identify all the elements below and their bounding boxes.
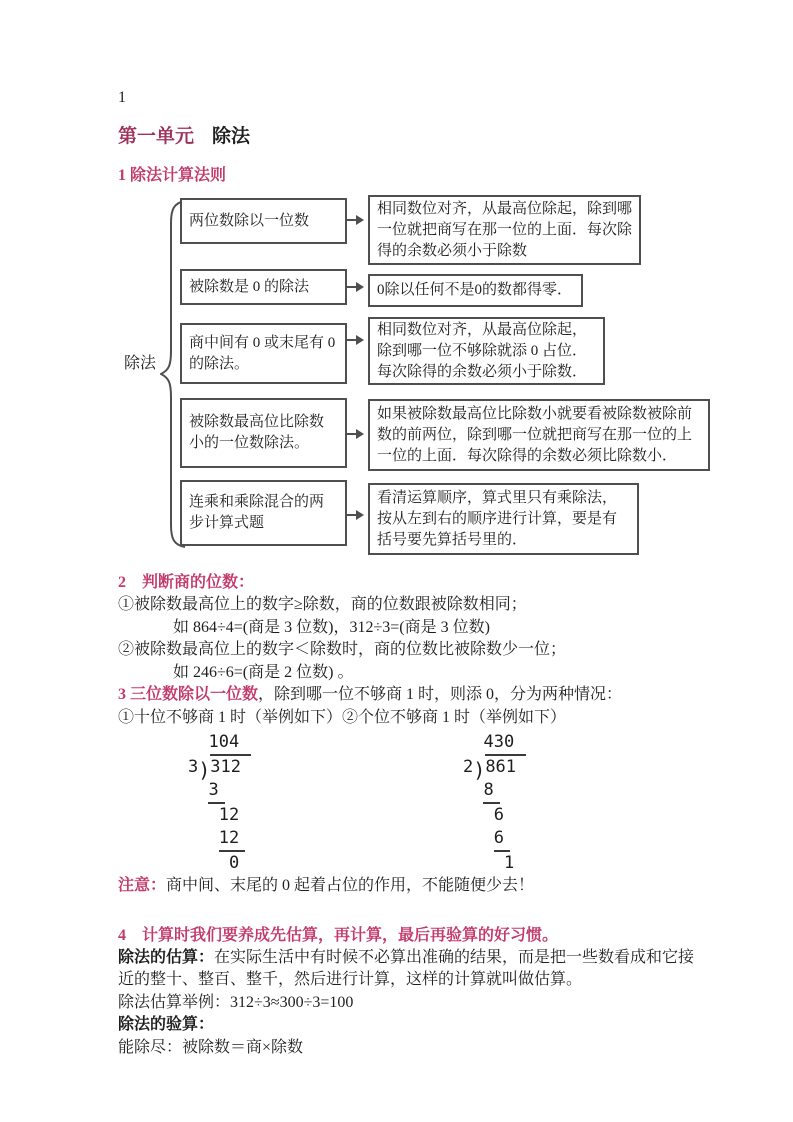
long-division-example-2 [463,731,526,875]
division-step: 8 [483,779,526,804]
section-3-heading-line [118,684,703,707]
section-3-heading: 3 三位数除以一位数 [118,686,259,703]
unit-title [118,124,703,150]
estimation-label: 除法的估算： [118,948,215,966]
unit-title-topic: 除法 [212,126,251,147]
flowchart-right-box-2 [368,274,583,307]
dividend: 861 [485,754,526,779]
divisor: 2 [463,757,474,777]
flowchart-right-text-1: 相同数位对齐，从最高位除起，除到哪一位就把商写在那一位的上面．每次除得的余数必须小于除数 [377,200,633,259]
division-remainder: 1 [503,853,515,873]
flowchart-left-label-1: 两位数除以一位数 [189,212,310,229]
check-line: 能除尽：被除数＝商×除数 [118,1038,304,1056]
section-2-heading: 2 判断商的位数： [118,574,255,591]
unit-title-number: 第一单元 [118,126,195,147]
note-line [118,875,703,898]
division-bracket-icon: ) [473,758,486,782]
section-3-heading-rest: ，除到哪一位不够商 1 时，则添 0，分为两种情况： [258,686,623,703]
flowchart-left-box-5 [180,480,347,546]
flowchart-left-box-3 [180,323,347,384]
flowchart-right-box-4 [368,399,710,471]
flowchart-root-label: 除法 [124,355,157,372]
right-arrow-icon [347,433,361,435]
section-2-example-2: 如 246÷6=(商是 2 位数) 。 [173,663,354,681]
division-step: 3 [208,779,251,804]
page-number: 1 [118,89,126,106]
right-arrow-icon [347,219,361,221]
right-arrow-icon [347,514,361,516]
estimation-example: 除法估算举例：312÷3≈300÷3=100 [118,993,354,1011]
long-division-example-1 [188,731,251,875]
note-text: 商中间、末尾的 0 起着占位的作用，不能随便少去！ [166,877,535,894]
dividend: 312 [210,754,251,779]
estimation-text: 在实际生活中有时候不必算出准确的结果，而是把一些数看成和它接近的整十、整百、整千，然后进行计算，这样的计算就叫做估算。 [118,948,695,988]
right-arrow-icon [347,286,361,288]
note-label: 注意： [118,877,167,894]
quotient: 104 [208,732,240,752]
division-rules-flowchart [118,193,710,563]
division-step: 6 [494,827,526,852]
section-1-heading: 1 除法计算法则 [118,167,227,184]
right-arrow-icon [347,339,361,341]
estimation-paragraph [118,947,703,992]
division-step: 6 [493,805,504,825]
flowchart-right-text-4: 如果被除数最高位比除数小就要看被除数被除前数的前两位，除到哪一位就把商写在那一位的上一位的上面．每次除得的余数必须比除数小． [377,405,693,464]
flowchart-left-box-2 [180,269,347,305]
check-heading: 除法的验算： [118,1016,215,1033]
flowchart-left-label-4: 被除数最高位比除数小的一位数除法。 [189,414,325,451]
flowchart-right-box-5 [368,483,639,555]
flowchart-left-box-4 [180,398,347,468]
division-step: 12 [219,827,251,852]
section-2-rule-1: ①被除数最高位上的数字≥除数，商的位数跟被除数相同； [118,596,527,613]
quotient: 430 [483,732,515,752]
section-2-rule-2: ②被除数最高位上的数字＜除数时，商的位数比被除数少一位； [118,641,567,658]
flowchart-right-text-2: 0除以任何不是0的数都得零． [377,282,573,298]
flowchart-left-box-1 [180,198,347,244]
section-4-heading: 4 计算时我们要养成先估算，再计算，最后再验算的好习惯。 [118,926,559,944]
flowchart-left-label-2: 被除数是 0 的除法 [189,278,310,295]
flowchart-right-text-5: 看清运算顺序，算式里只有乘除法，按从左到右的顺序进行计算，要是有括号要先算括号里的． [377,489,618,548]
divisor: 3 [188,757,199,777]
section-3-cases-line: ①十位不够商 1 时（举例如下）②个位不够商 1 时（举例如下） [118,708,567,726]
long-division-examples [188,731,703,875]
division-remainder: 0 [228,853,240,873]
flowchart-right-box-3 [368,317,605,385]
section-2-example-1: 如 864÷4=(商是 3 位数)，312÷3=(商是 3 位数) [173,618,490,636]
division-step: 12 [218,805,240,825]
flowchart-left-label-3: 商中间有 0 或末尾有 0 的除法。 [189,334,336,372]
flowchart-right-box-1 [368,195,641,265]
flowchart-left-label-5: 连乘和乘除混合的两步计算式题 [189,494,325,531]
flowchart-right-text-3: 相同数位对齐，从最高位除起，除到哪一位不够除就添 0 占位．每次除得的余数必须小于除数． [377,321,588,380]
division-bracket-icon: ) [198,758,211,782]
